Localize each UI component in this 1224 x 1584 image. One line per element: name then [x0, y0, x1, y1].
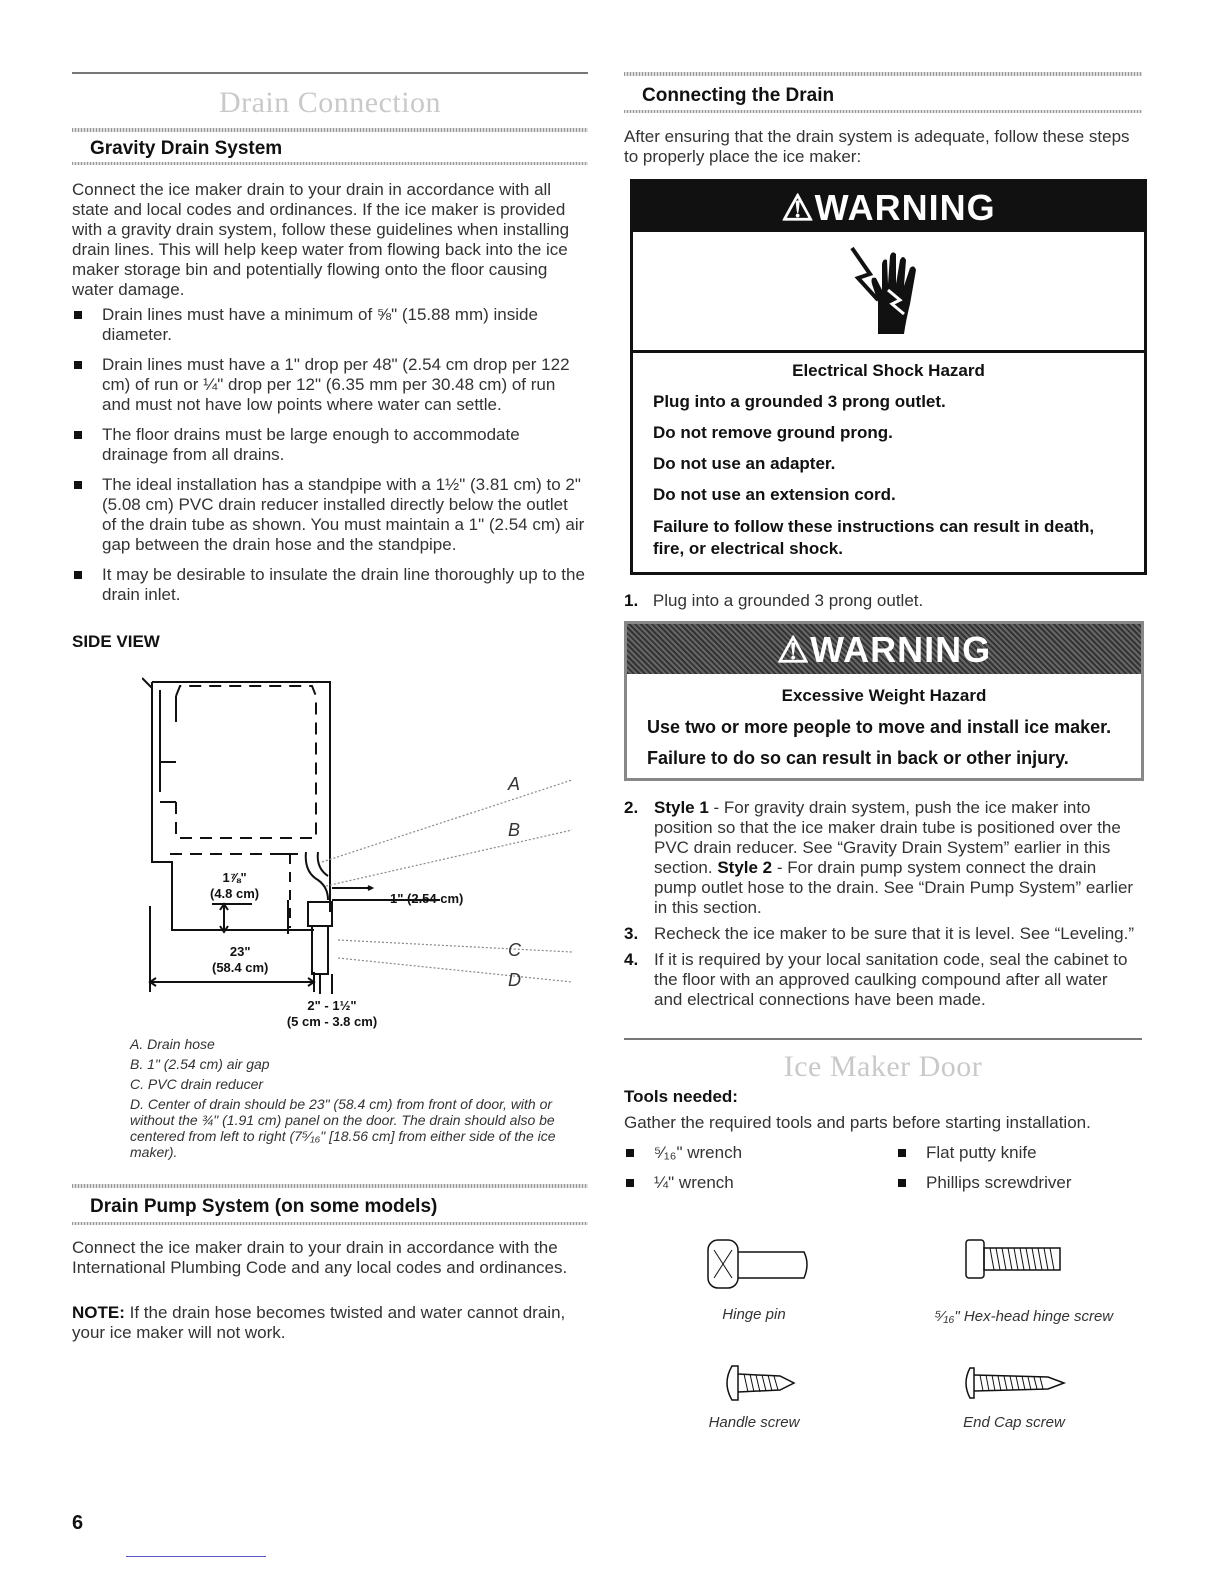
list-item: ¼" wrench	[624, 1173, 884, 1193]
tools-list-left	[624, 1143, 884, 1203]
dim-depth-in: 1⅞"	[222, 870, 247, 885]
note-label: NOTE:	[72, 1303, 125, 1322]
part-label-hinge-pin: Hinge pin	[722, 1306, 786, 1323]
subhead-band	[624, 110, 1142, 113]
warning-header: ⚠WARNING	[627, 624, 1141, 674]
list-item	[624, 798, 1138, 918]
diagram-captions	[130, 1036, 560, 1160]
dim-pipe-cm: (5 cm - 3.8 cm)	[286, 1014, 378, 1029]
end-cap-screw-icon	[960, 1366, 1070, 1400]
list-item: ⁵⁄₁₆" wrench	[624, 1143, 884, 1163]
dim-width	[212, 944, 268, 976]
side-view-diagram	[142, 672, 592, 1032]
tools-list-right	[896, 1143, 1142, 1203]
warning-line: Failure to follow these instructions can result in death, fire, or electrical shock.	[653, 517, 1095, 558]
hex-head-hinge-screw-icon	[964, 1236, 1064, 1282]
step-text: Plug into a grounded 3 prong outlet.	[652, 591, 924, 610]
dim-width-cm: (58.4 cm)	[212, 960, 269, 975]
style1-text: - For gravity drain system, push the ice maker into position so that the ice maker drain tube is positioned over the PVC drain reducer. See “Gravity Drain System” earlier in this section.	[654, 798, 1121, 877]
hinge-pin-icon	[704, 1234, 816, 1294]
hazard-title: Excessive Weight Hazard	[781, 686, 987, 705]
callout-b: B	[508, 820, 521, 840]
weight-warning-box	[624, 621, 1144, 781]
steps-list	[624, 798, 1138, 1016]
step-number: 1.	[624, 591, 639, 610]
dim-air-gap: 1" (2.54 cm)	[390, 891, 464, 906]
gravity-drain-heading: Gravity Drain System	[90, 138, 283, 159]
list-item: It may be desirable to insulate the drain line thoroughly up to the drain inlet.	[72, 565, 586, 605]
pump-intro: Connect the ice maker drain to your drain in accordance with the International Plumbing Code and any local codes and ordinances.	[72, 1238, 568, 1277]
list-item: Drain lines must have a minimum of ⅝" (15.88 mm) inside diameter.	[72, 305, 586, 345]
dim-width-in: 23"	[229, 944, 251, 959]
step-1	[624, 591, 1134, 611]
drain-pump-heading: Drain Pump System (on some models)	[90, 1196, 438, 1217]
handle-screw-icon	[720, 1364, 800, 1402]
note-text: If the drain hose becomes twisted and water cannot drain, your ice maker will not work.	[72, 1303, 566, 1342]
connecting-intro: After ensuring that the drain system is adequate, follow these steps to properly place the ice maker:	[624, 127, 1130, 166]
dim-depth	[210, 870, 259, 902]
gravity-intro: Connect the ice maker drain to your drain in accordance with all state and local codes and ordinances. If the ice maker is provided with a gravity drain system, follow these guidelines when installing drain lines. This will help keep water from flowing back into the ice maker storage bin and potentially flowing onto the floor causing water damage.	[72, 180, 570, 299]
section-rule	[72, 72, 588, 74]
footer-link-rule	[126, 1556, 266, 1557]
section-title-drain-connection: Drain Connection	[218, 86, 442, 119]
dim-depth-cm: (4.8 cm)	[210, 886, 260, 901]
style2-label: Style 2	[717, 858, 773, 877]
warning-line: Do not remove ground prong.	[653, 423, 893, 442]
warning-line: Do not use an adapter.	[653, 454, 836, 473]
connecting-drain-heading: Connecting the Drain	[642, 85, 835, 106]
tools-needed-label: Tools needed:	[624, 1087, 738, 1106]
step-text: Recheck the ice maker to be sure that it is level. See “Leveling.”	[654, 924, 1135, 943]
electrical-shock-icon	[848, 244, 932, 338]
part-label-end-cap-screw: End Cap screw	[963, 1414, 1065, 1431]
step-number: 3.	[624, 924, 639, 943]
style2-text: - For drain pump system connect the drain pump outlet hose to the drain. See “Drain Pump System” earlier in this section.	[654, 858, 1134, 917]
hazard-title: Electrical Shock Hazard	[792, 361, 985, 380]
warning-line: Plug into a grounded 3 prong outlet.	[653, 392, 946, 411]
callout-d: D	[508, 970, 521, 990]
tools-intro: Gather the required tools and parts before starting installation.	[624, 1113, 1091, 1132]
warning-line: Failure to do so can result in back or other injury.	[647, 748, 1069, 768]
section-title-ice-maker-door: Ice Maker Door	[783, 1050, 983, 1083]
electrical-warning-box	[630, 179, 1147, 575]
callout-c: C	[508, 940, 521, 960]
step-number: 2.	[624, 798, 639, 817]
section-rule	[624, 1038, 1142, 1040]
step-text: If it is required by your local sanitation code, seal the cabinet to the floor with an approved caulking compound after all water and electrical connections have been made.	[654, 950, 1128, 1009]
subhead-band	[72, 1184, 588, 1188]
subhead-band	[72, 162, 588, 165]
warning-line: Do not use an extension cord.	[653, 485, 896, 504]
subhead-band	[72, 128, 588, 132]
caption-b: B. 1" (2.54 cm) air gap	[130, 1056, 270, 1072]
caption-a: A. Drain hose	[130, 1036, 215, 1052]
dim-pipe-in: 2" - 1½"	[307, 998, 357, 1013]
list-item	[624, 924, 1138, 944]
style1-label: Style 1	[654, 798, 709, 817]
caption-c: C. PVC drain reducer	[130, 1076, 264, 1092]
step-number: 4.	[624, 950, 639, 969]
shock-icon-area	[633, 232, 1144, 353]
page-number: 6	[72, 1512, 84, 1534]
subhead-band	[72, 1222, 588, 1225]
part-label-handle-screw: Handle screw	[708, 1414, 800, 1431]
subhead-band	[624, 72, 1142, 76]
list-item	[624, 950, 1138, 1010]
list-item: The ideal installation has a standpipe with a 1½" (3.81 cm) to 2" (5.08 cm) PVC drain reducer installed directly below the outlet of the drain tube as shown. You must maintain a 1" (2.54 cm) air gap between the drain hose and the standpipe.	[72, 475, 586, 555]
warning-line: Use two or more people to move and install ice maker.	[647, 717, 1112, 737]
pump-note	[72, 1303, 572, 1343]
list-item: The floor drains must be large enough to accommodate drainage from all drains.	[72, 425, 586, 465]
gravity-bullet-list	[72, 305, 586, 615]
part-label-hex-head-hinge-screw: ⁵⁄₁₆" Hex-head hinge screw	[934, 1308, 1114, 1325]
callout-a: A	[508, 774, 521, 794]
list-item: Flat putty knife	[896, 1143, 1142, 1163]
warning-header: ⚠WARNING	[633, 182, 1144, 232]
list-item: Drain lines must have a 1" drop per 48" (2.54 cm drop per 122 cm) of run or ¼" drop per 12" (6.35 mm per 30.48 cm) of run and must not have low points where water can settle.	[72, 355, 586, 415]
caption-d: D. Center of drain should be 23" (58.4 cm) from front of door, with or without the ¾" (1.91 cm) panel on the door. The drain should also be centered from left to right (7⁵⁄₁₆" [18.56 cm] from either side of the ice maker).	[130, 1096, 556, 1160]
dim-pipe	[272, 998, 392, 1030]
side-view-label: SIDE VIEW	[72, 632, 160, 651]
list-item: Phillips screwdriver	[896, 1173, 1142, 1193]
